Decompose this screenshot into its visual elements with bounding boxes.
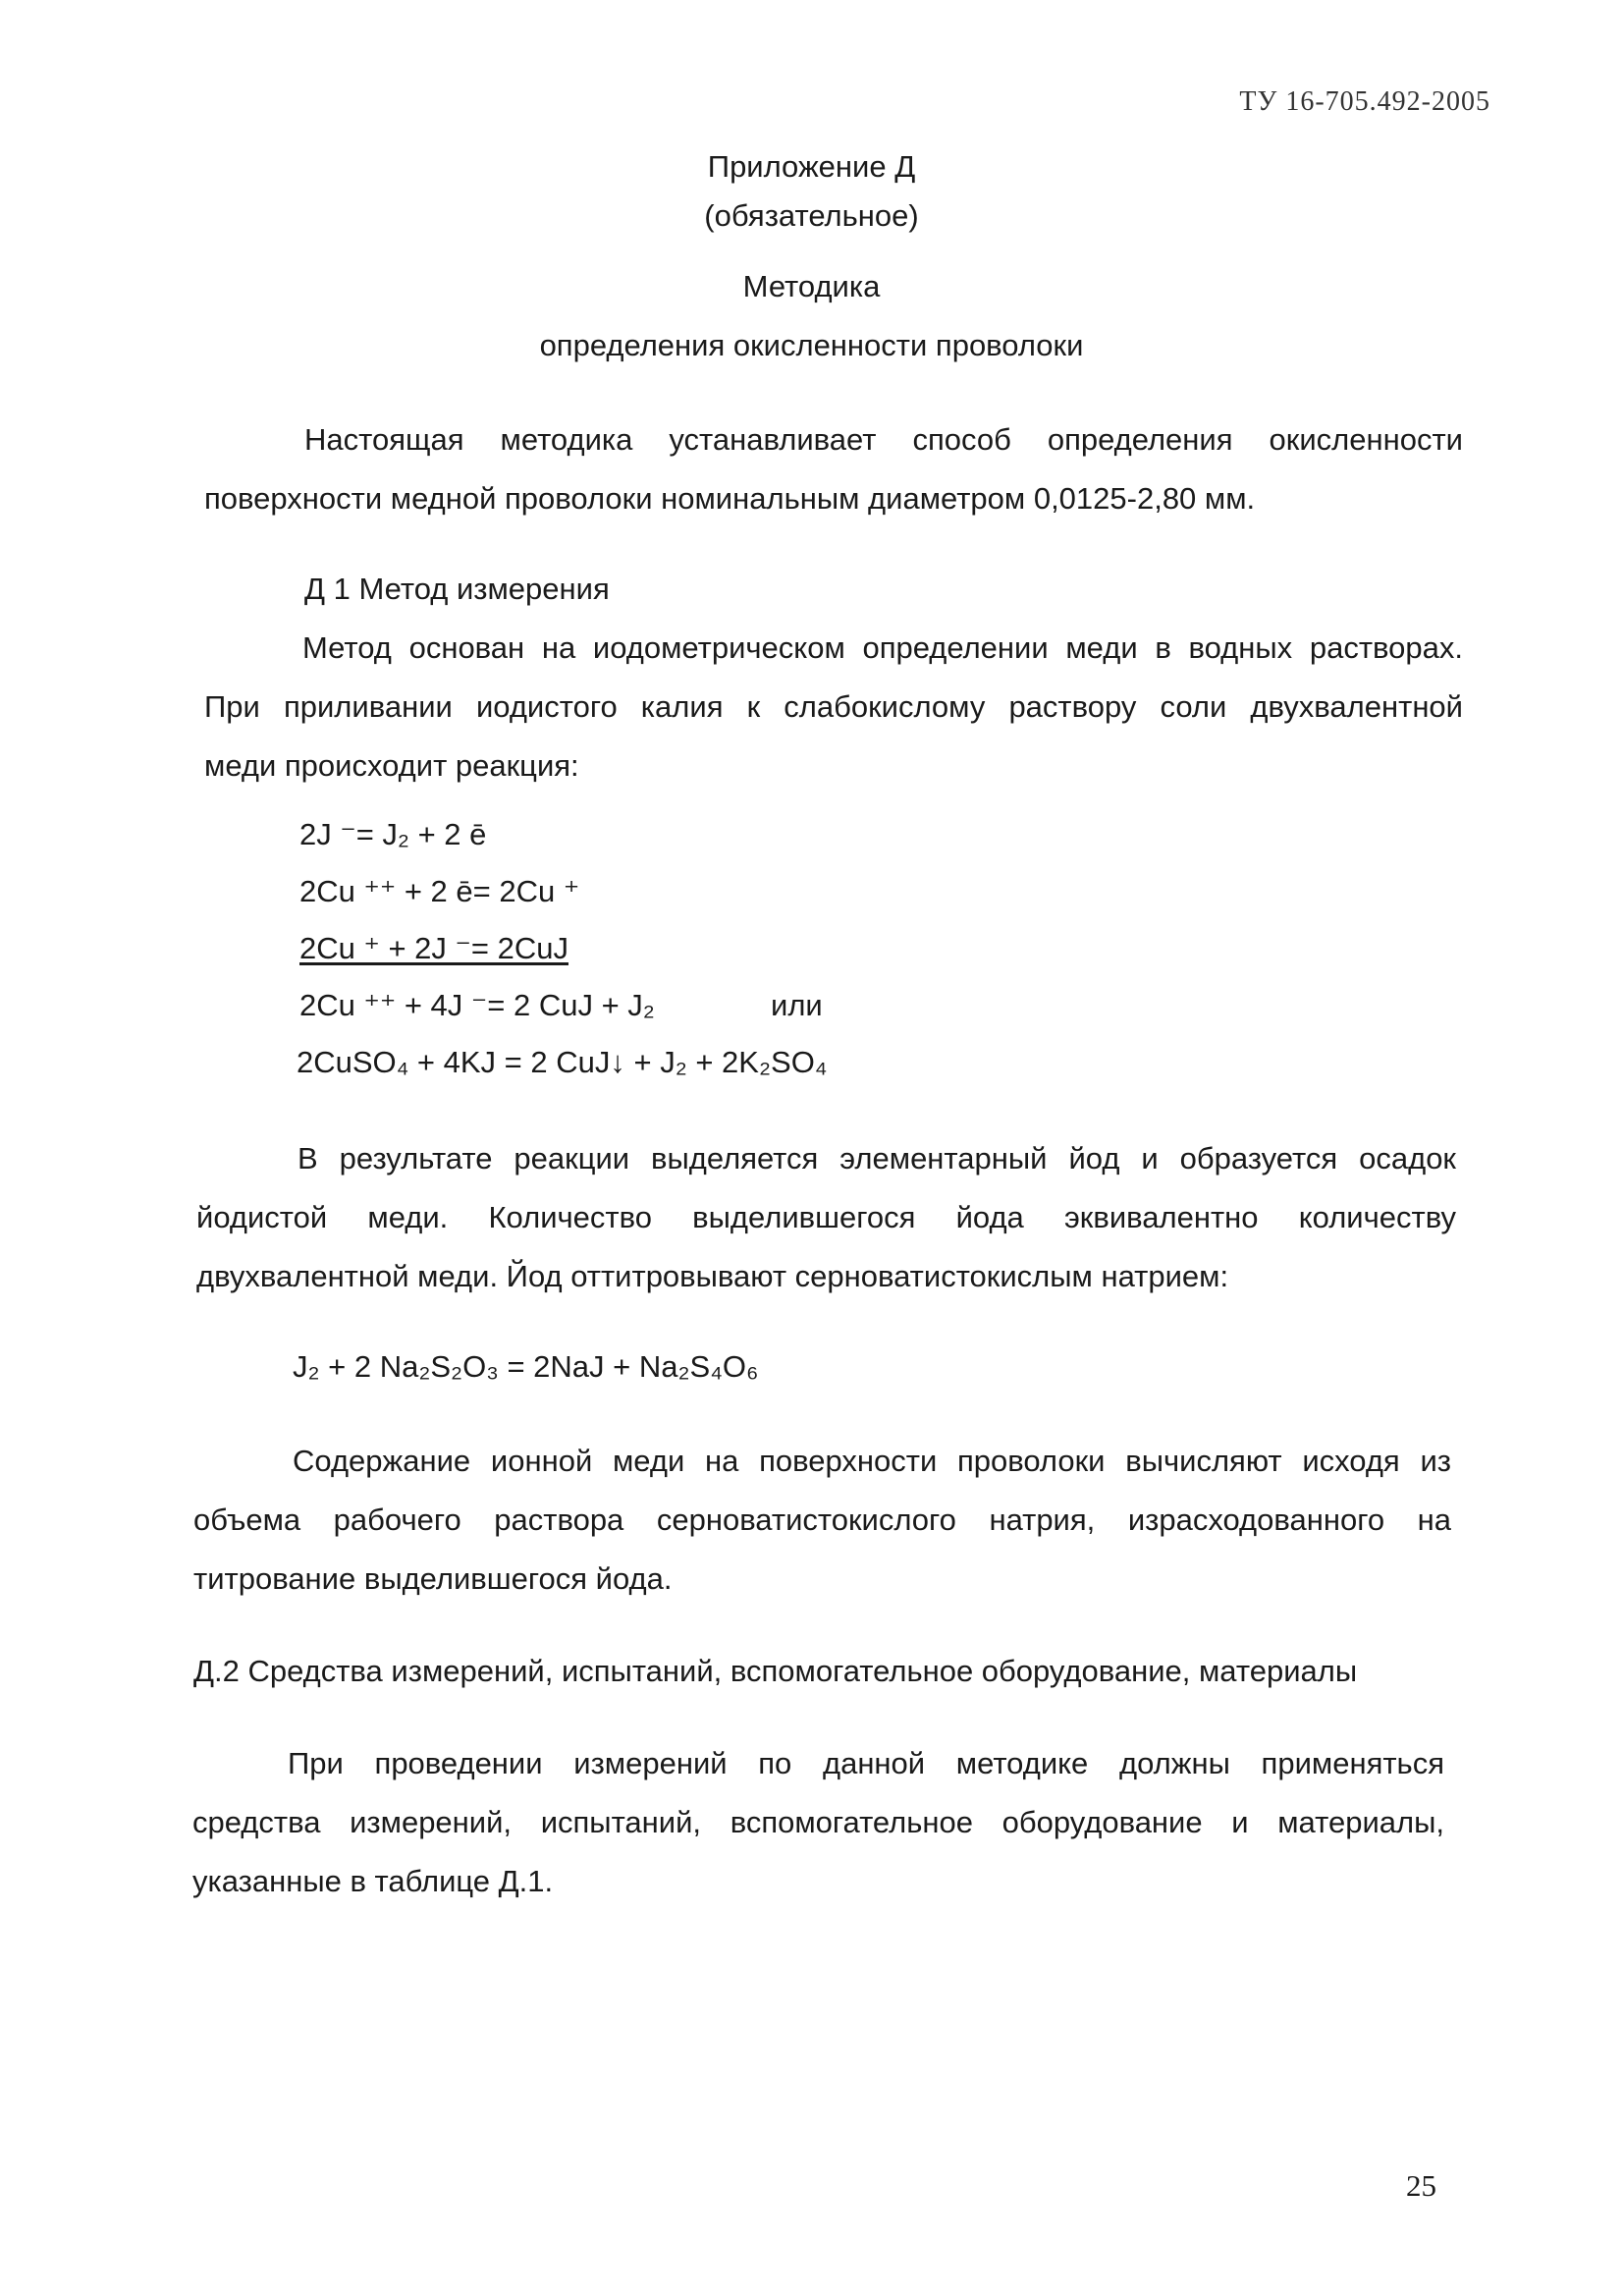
reaction-4: 2Cu ⁺⁺ + 4J ⁻= 2 CuJ + J₂ [299,988,655,1022]
section-1-heading: Д 1 Метод измерения [304,572,610,606]
section-2-line-3: указанные в таблице Д.1. [192,1864,554,1898]
reaction-1: 2J ⁻= J₂ + 2 ē [299,817,487,851]
section-1-line-3: меди происходит реакция: [204,748,579,783]
calc-line-3: титрование выделившегося йода. [193,1561,673,1596]
result-line-2: йодистой меди. Количество выделившегося йода эквивалентно количеству [196,1200,1456,1234]
reaction-3: 2Cu ⁺ + 2J ⁻= 2CuJ [299,931,568,965]
section-1-line-1: Метод основан на иодометрическом определении меди в водных растворах. [302,630,1463,665]
reaction-connector: или [771,988,823,1022]
calc-line-2: объема рабочего раствора серноватистокислого натрия, израсходованного на [193,1503,1451,1537]
appendix-status: (обязательное) [704,198,919,233]
calc-line-1: Содержание ионной меди на поверхности проволоки вычисляют исходя из [293,1444,1451,1478]
titration-equation: J₂ + 2 Na₂S₂O₃ = 2NaJ + Na₂S₄O₆ [293,1349,759,1384]
section-1-line-2: При приливании иодистого калия к слабокислому раствору соли двухвалентной [204,689,1463,724]
result-line-3: двухвалентной меди. Йод оттитровывают серноватистокислым натрием: [196,1259,1229,1293]
result-line-1: В результате реакции выделяется элементарный йод и образуется осадок [298,1141,1456,1175]
section-2-heading: Д.2 Средства измерений, испытаний, вспомогательное оборудование, материалы [193,1654,1358,1688]
page-number: 25 [1406,2168,1436,2203]
reaction-2: 2Cu ⁺⁺ + 2 ē= 2Cu ⁺ [299,874,580,908]
intro-line-2: поверхности медной проволоки номинальным диаметром 0,0125-2,80 мм. [204,481,1256,516]
method-heading: Методика [742,269,881,303]
intro-line-1: Настоящая методика устанавливает способ определения окисленности [304,422,1463,457]
reaction-5: 2CuSO₄ + 4KJ = 2 CuJ↓ + J₂ + 2K₂SO₄ [297,1045,828,1079]
document-code: ТУ 16-705.492-2005 [1239,86,1490,117]
section-2-line-1: При проведении измерений по данной методике должны применяться [288,1746,1444,1780]
method-subject: определения окисленности проволоки [539,328,1084,362]
appendix-title: Приложение Д [707,149,916,184]
section-2-line-2: средства измерений, испытаний, вспомогательное оборудование и материалы, [192,1805,1444,1839]
